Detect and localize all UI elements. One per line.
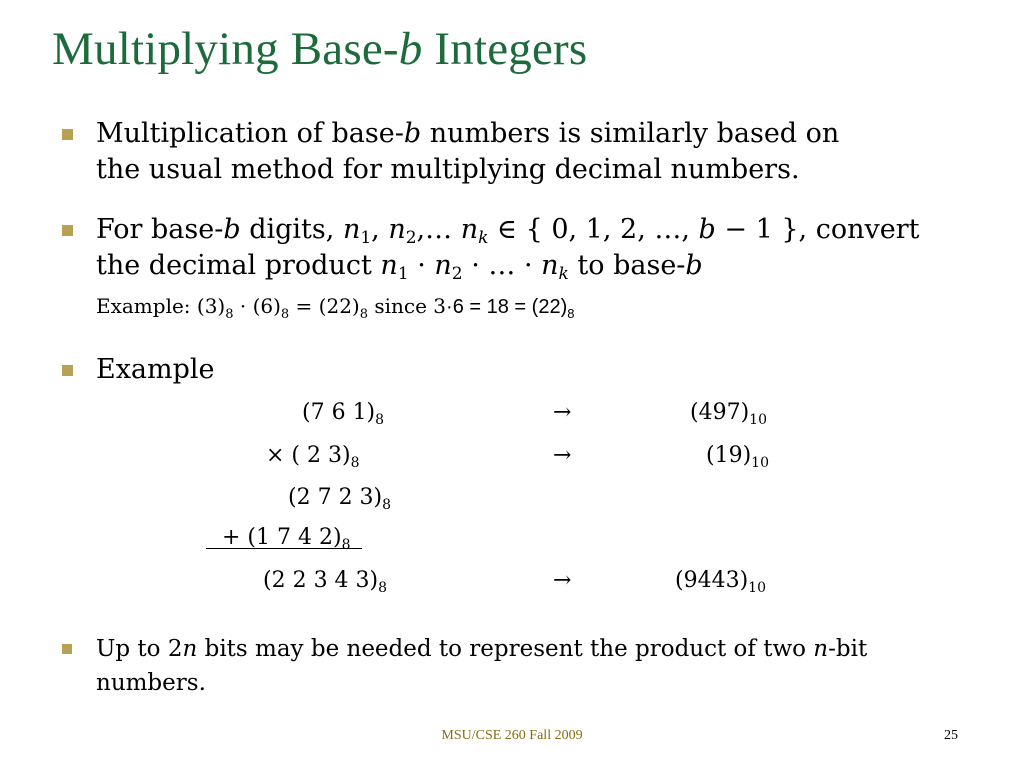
bullet-square-icon [62,129,73,140]
bullet-text: For base-b digits, $n_1$, $n_2,\dots$ $n_k$ ∈ { 0, 1, 2, …, b − 1 }, convert the decimal product $n_1 \cdot n_2$ · … · $n_k$ to base-b [96,214,920,284]
work-row-5-left: (2 2 3 4 $3)_8$ [263,568,388,596]
work-row-5-right: $(9443)_{10}$ [675,568,766,596]
work-row-2-arrow: → [553,443,572,468]
bullet-text: Example [96,354,215,385]
page-number: 25 [944,728,958,743]
work-row-1-left: (7 6 $1)_8$ [302,400,385,428]
work-row-3-left: (2 7 2 $3)_8$ [288,485,392,513]
work-row-4-left: + (1 7 4 $2)_8$ [222,525,351,553]
bullet-square-icon [62,365,73,376]
bullet-square-icon [62,225,73,236]
work-row-2-left: × ( 2 $3)_8$ [266,443,360,471]
bullet-text: Multiplication of base-b numbers is similarly based on the usual method for multiplying decimal numbers. [96,118,840,185]
footer-course: MSU/CSE 260 Fall 2009 [441,728,583,743]
work-row-5-arrow: → [553,568,572,593]
work-row-1-right: $(497)_{10}$ [690,400,767,428]
slide-title: Multiplying Base-b Integers [52,23,588,75]
bullet-square-icon [62,644,72,654]
sum-underline [206,548,362,549]
work-row-2-right: $(19)_{10}$ [706,443,769,471]
bullet-text: Up to 2n bits may be needed to represent the product of two n-bit numbers. [96,636,868,696]
example-line: Example: $(3)_8 \cdot (6)_8 = (22)_8$ since $3\cdot 6 = 18 = (22)_8$ [96,294,575,322]
work-row-1-arrow: → [553,400,572,425]
